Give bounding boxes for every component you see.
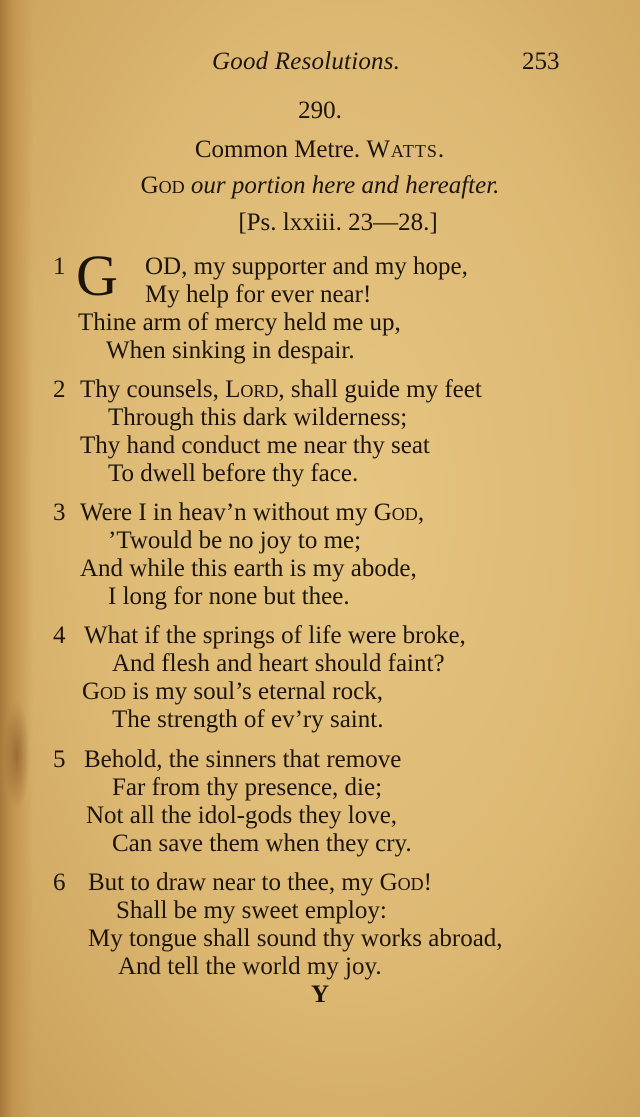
verse-text: The strength of ev’ry saint. <box>112 706 384 733</box>
page-stain <box>4 700 30 810</box>
verse-text: Can save them when they cry. <box>112 830 412 857</box>
verse-line <box>80 376 482 404</box>
hymn-subject-rest: our portion here and hereafter. <box>190 172 500 199</box>
divine-name: Lord <box>225 376 279 403</box>
verse-text: My tongue shall sound thy works abroad, <box>88 925 503 952</box>
verse-text: Far from thy presence, die; <box>112 774 383 801</box>
signature-mark: Y <box>310 981 330 1008</box>
verse-line <box>118 953 382 981</box>
verse-line <box>112 774 382 802</box>
verse-line <box>84 622 466 650</box>
stanza-number: 6 <box>53 869 66 896</box>
hymn-subject-god: God <box>140 172 185 199</box>
verse-text: Thine arm of mercy held me up, <box>78 309 401 336</box>
verse-text: Behold, the sinners that remove <box>84 746 402 773</box>
verse-text: Were I in heav’n without my <box>80 499 374 526</box>
verse-line <box>145 281 371 309</box>
verse-text: ! <box>423 869 432 896</box>
stanza-number: 2 <box>53 376 66 403</box>
hymn-subject <box>0 172 640 200</box>
verse-line <box>116 897 387 925</box>
verse-text: And flesh and heart should faint? <box>112 650 445 677</box>
verse-line <box>112 650 445 678</box>
stanza-number: 4 <box>53 622 66 649</box>
hymn-author: Watts. <box>366 136 446 163</box>
hymn-metre-line <box>0 136 640 164</box>
hymn-metre: Common Metre. <box>194 136 361 163</box>
verse-line <box>86 802 397 830</box>
verse-text: And tell the world my joy. <box>118 953 382 980</box>
verse-line <box>78 309 401 337</box>
verse-text: My help for ever near! <box>145 281 372 308</box>
verse-text: I long for none but thee. <box>108 583 350 610</box>
hymn-number: 290. <box>298 97 342 124</box>
verse-line <box>108 460 358 488</box>
divine-name: God <box>82 678 127 705</box>
running-title: Good Resolutions. <box>212 48 401 75</box>
verse-line <box>108 404 407 432</box>
verse-line <box>108 583 350 611</box>
verse-line <box>112 830 412 858</box>
verse-line <box>88 925 503 953</box>
verse-text: is my soul’s eternal rock, <box>126 678 383 705</box>
verse-text: Not all the idol-gods they love, <box>86 802 398 829</box>
verse-line <box>80 499 424 527</box>
verse-line <box>106 337 355 365</box>
verse-text: And while this earth is my abode, <box>80 555 417 582</box>
verse-line <box>108 527 361 555</box>
divine-name: God <box>379 869 424 896</box>
verse-text: Shall be my sweet employ: <box>116 897 387 924</box>
verse-text: , <box>417 499 425 526</box>
verse-text: To dwell before thy face. <box>108 460 359 487</box>
verse-text: When sinking in despair. <box>106 337 355 364</box>
verse-text: Thy hand conduct me near thy seat <box>80 432 430 459</box>
verse-line <box>88 869 432 897</box>
page-gutter-shadow <box>0 0 34 1117</box>
verse-line <box>80 555 417 583</box>
verse-text: ’Twould be no joy to me; <box>108 527 362 554</box>
verse-line <box>80 432 430 460</box>
stanza-number: 5 <box>53 746 66 773</box>
verse-text: , shall guide my feet <box>278 376 482 403</box>
stanza-number: 3 <box>53 499 66 526</box>
verse-text: But to draw near to thee, my <box>88 869 380 896</box>
verse-text: What if the springs of life were broke, <box>84 622 466 649</box>
verse-line <box>82 678 383 706</box>
verse-text: OD, my supporter and my hope, <box>145 253 468 280</box>
page-number: 253 <box>522 48 560 75</box>
divine-name: God <box>373 499 418 526</box>
verse-line <box>84 746 401 774</box>
drop-cap: G <box>76 243 118 308</box>
verse-text: Through this dark wilderness; <box>108 404 408 431</box>
stanza-number: 1 <box>53 253 66 280</box>
verse-text: Thy counsels, <box>80 376 226 403</box>
verse-line <box>112 706 383 734</box>
scripture-reference: [Ps. lxxiii. 23—28.] <box>238 209 438 236</box>
page-header <box>0 48 640 82</box>
